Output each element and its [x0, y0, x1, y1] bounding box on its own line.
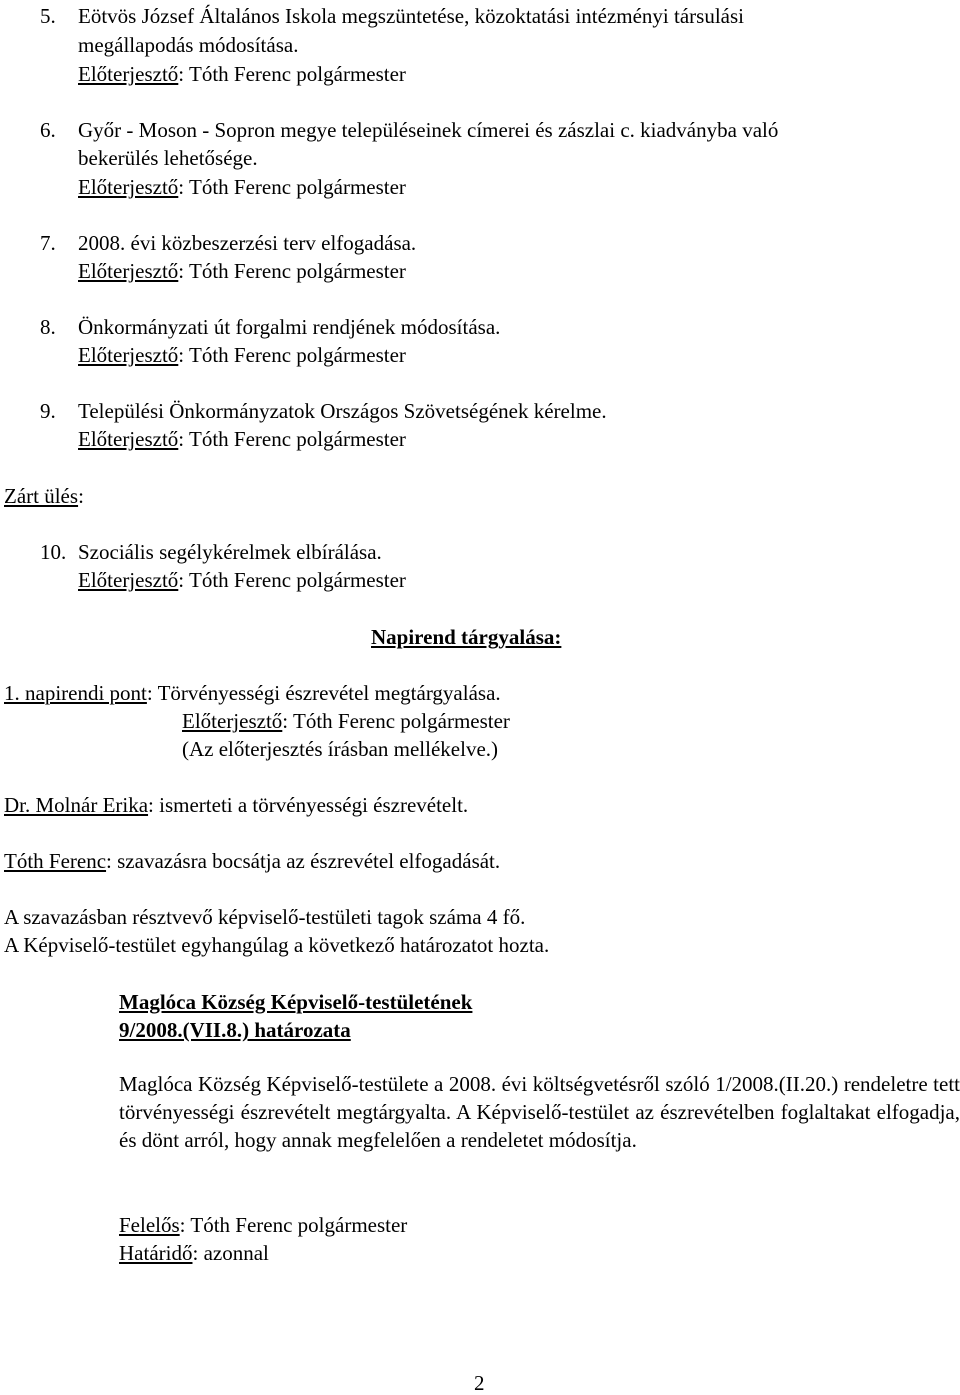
speaker-name: Tóth Ferenc — [4, 849, 107, 873]
item-text: bekerülés lehetősége. — [78, 146, 258, 170]
agenda-heading: Napirend tárgyalása: — [371, 625, 562, 649]
presenter-line — [182, 709, 510, 733]
agenda-point — [4, 681, 501, 705]
resolution-title: Maglóca Község Képviselő-testületének — [119, 990, 473, 1014]
presenter-value: : Tóth Ferenc polgármester — [178, 175, 406, 199]
presenter-value: : Tóth Ferenc polgármester — [178, 259, 406, 283]
item-number: 5. — [40, 4, 56, 28]
presenter-value: : Tóth Ferenc polgármester — [282, 709, 510, 733]
presenter-line — [78, 62, 406, 86]
resolution-body: Maglóca Község Képviselő-testülete a 2008. évi költségvetésről szóló 1/2008.(II.20.) rendeletre tett törvényességi észrevételt megtárgyalta. A Képviselő-testület az észrevételben foglaltakat elfogadja, és dönt arról, hogy annak megfelelően a rendeletet módosítja. — [119, 1072, 960, 1152]
item-text: Eötvös József Általános Iskola megszüntetése, közoktatási intézményi társulási — [78, 4, 744, 28]
presenter-value: : Tóth Ferenc polgármester — [178, 568, 406, 592]
presenter-line — [78, 568, 406, 592]
resolution-number: 9/2008.(VII.8.) határozata — [119, 1018, 351, 1042]
deadline-value: : azonnal — [192, 1241, 269, 1265]
presenter-line — [78, 175, 406, 199]
item-number: 8. — [40, 315, 56, 339]
agenda-point-label: 1. napirendi pont — [4, 681, 147, 705]
presenter-label: Előterjesztő — [78, 175, 179, 199]
responsible-line — [119, 1213, 407, 1237]
item-number: 6. — [40, 118, 56, 142]
item-text: megállapodás módosítása. — [78, 33, 299, 57]
presenter-label: Előterjesztő — [78, 259, 179, 283]
responsible-value: : Tóth Ferenc polgármester — [179, 1213, 408, 1237]
agenda-point-note: (Az előterjesztés írásban mellékelve.) — [182, 737, 499, 761]
speech-line — [4, 793, 468, 817]
presenter-label: Előterjesztő — [78, 62, 179, 86]
agenda-point-title: Törvényességi észrevétel megtárgyalása. — [152, 681, 501, 705]
presenter-label: Előterjesztő — [78, 568, 179, 592]
presenter-label: Előterjesztő — [78, 427, 179, 451]
presenter-line — [78, 343, 406, 367]
deadline-label: Határidő — [119, 1241, 193, 1265]
closed-session-heading — [4, 484, 84, 508]
presenter-label: Előterjesztő — [78, 343, 179, 367]
speaker-name: Dr. Molnár Erika — [4, 793, 149, 817]
item-number: 9. — [40, 399, 56, 423]
presenter-value: : Tóth Ferenc polgármester — [178, 62, 406, 86]
closed-session-label: Zárt ülés — [4, 484, 79, 508]
page-number: 2 — [474, 1371, 485, 1395]
presenter-line — [78, 259, 406, 283]
speech-text: : ismerteti a törvényességi észrevételt. — [148, 793, 469, 817]
deadline-line — [119, 1241, 269, 1265]
item-number: 10. — [40, 540, 67, 564]
agenda-point-colon: : — [146, 681, 153, 705]
responsible-label: Felelős — [119, 1213, 180, 1237]
item-text: Győr - Moson - Sopron megye településeinek címerei és zászlai c. kiadványba való — [78, 118, 779, 142]
speech-text: : szavazásra bocsátja az észrevétel elfogadását. — [106, 849, 501, 873]
presenter-value: : Tóth Ferenc polgármester — [178, 343, 406, 367]
item-text: Települési Önkormányzatok Országos Szövetségének kérelme. — [78, 399, 607, 423]
item-text: 2008. évi közbeszerzési terv elfogadása. — [78, 231, 417, 255]
presenter-value: : Tóth Ferenc polgármester — [178, 427, 406, 451]
presenter-line — [78, 427, 406, 451]
vote-participants: A szavazásban résztvevő képviselő-testületi tagok száma 4 fő. — [4, 905, 526, 929]
vote-result: A Képviselő-testület egyhangúlag a következő határozatot hozta. — [4, 933, 550, 957]
item-number: 7. — [40, 231, 56, 255]
speech-line — [4, 849, 500, 873]
presenter-label: Előterjesztő — [182, 709, 283, 733]
item-text: Önkormányzati út forgalmi rendjének módosítása. — [78, 315, 501, 339]
closed-session-colon: : — [78, 484, 84, 508]
item-text: Szociális segélykérelmek elbírálása. — [78, 540, 382, 564]
